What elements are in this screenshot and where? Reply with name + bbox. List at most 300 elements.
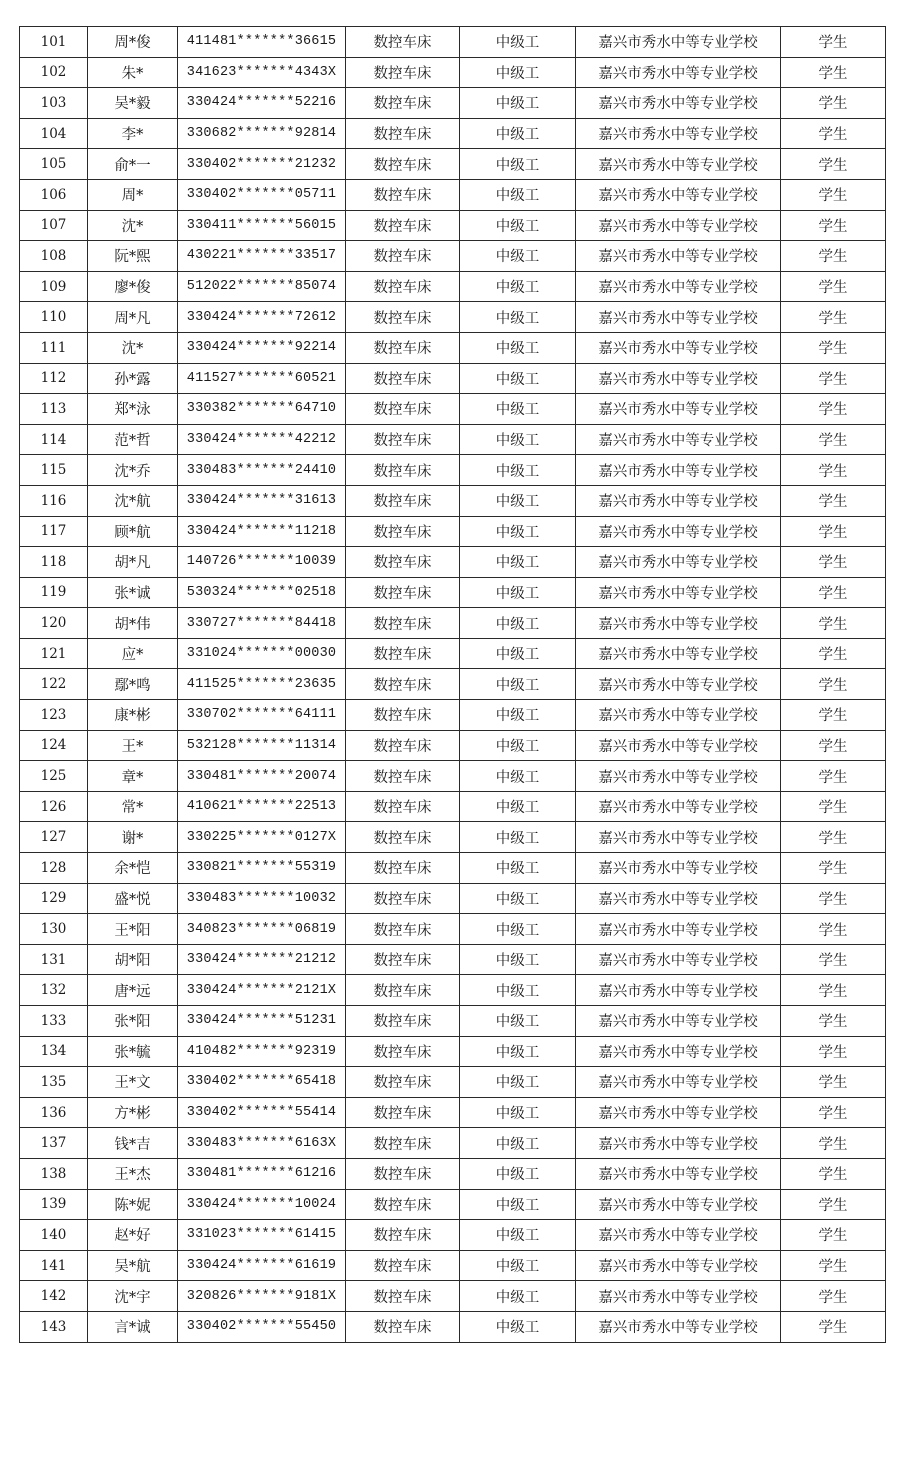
cell-person-category: 学生: [781, 608, 886, 639]
cell-institution: 嘉兴市秀水中等专业学校: [576, 1067, 781, 1098]
table-row: [20, 1067, 886, 1098]
cell-row-number: 117: [20, 516, 88, 547]
cell-profession: 数控车床: [346, 853, 460, 884]
cell-profession: 数控车床: [346, 455, 460, 486]
cell-profession: 数控车床: [346, 914, 460, 945]
cell-institution: 嘉兴市秀水中等专业学校: [576, 241, 781, 272]
cell-id-number: 340823*******06819: [178, 914, 346, 945]
cell-row-number: 133: [20, 1006, 88, 1037]
cell-skill-level: 中级工: [460, 1036, 576, 1067]
cell-id-number: 330424*******51231: [178, 1006, 346, 1037]
table-row: [20, 332, 886, 363]
cell-row-number: 142: [20, 1281, 88, 1312]
cell-skill-level: 中级工: [460, 883, 576, 914]
cell-institution: 嘉兴市秀水中等专业学校: [576, 883, 781, 914]
cell-person-name: 吴*毅: [88, 88, 178, 119]
cell-institution: 嘉兴市秀水中等专业学校: [576, 455, 781, 486]
cell-profession: 数控车床: [346, 547, 460, 578]
cell-row-number: 130: [20, 914, 88, 945]
table-row: [20, 730, 886, 761]
table-row: [20, 1097, 886, 1128]
cell-person-category: 学生: [781, 730, 886, 761]
cell-skill-level: 中级工: [460, 547, 576, 578]
cell-id-number: 330402*******21232: [178, 149, 346, 180]
cell-id-number: 330483*******10032: [178, 883, 346, 914]
table-row: [20, 516, 886, 547]
cell-profession: 数控车床: [346, 1250, 460, 1281]
cell-id-number: 330424*******52216: [178, 88, 346, 119]
cell-profession: 数控车床: [346, 944, 460, 975]
cell-id-number: 330424*******61619: [178, 1250, 346, 1281]
cell-id-number: 330382*******64710: [178, 394, 346, 425]
cell-profession: 数控车床: [346, 88, 460, 119]
cell-profession: 数控车床: [346, 241, 460, 272]
cell-id-number: 330424*******11218: [178, 516, 346, 547]
table-row: [20, 271, 886, 302]
cell-profession: 数控车床: [346, 179, 460, 210]
cell-skill-level: 中级工: [460, 730, 576, 761]
cell-person-name: 鄢*鸣: [88, 669, 178, 700]
cell-profession: 数控车床: [346, 638, 460, 669]
cell-skill-level: 中级工: [460, 394, 576, 425]
cell-person-category: 学生: [781, 1128, 886, 1159]
cell-person-category: 学生: [781, 1250, 886, 1281]
cell-row-number: 131: [20, 944, 88, 975]
cell-person-name: 谢*: [88, 822, 178, 853]
cell-person-name: 陈*妮: [88, 1189, 178, 1220]
cell-profession: 数控车床: [346, 1189, 460, 1220]
cell-person-name: 章*: [88, 761, 178, 792]
cell-person-category: 学生: [781, 853, 886, 884]
table-row: [20, 577, 886, 608]
cell-person-name: 方*彬: [88, 1097, 178, 1128]
cell-row-number: 110: [20, 302, 88, 333]
cell-id-number: 411481*******36615: [178, 27, 346, 58]
cell-skill-level: 中级工: [460, 1006, 576, 1037]
cell-skill-level: 中级工: [460, 179, 576, 210]
cell-skill-level: 中级工: [460, 638, 576, 669]
cell-person-name: 沈*宇: [88, 1281, 178, 1312]
cell-profession: 数控车床: [346, 822, 460, 853]
cell-id-number: 330402*******05711: [178, 179, 346, 210]
cell-row-number: 132: [20, 975, 88, 1006]
cell-person-category: 学生: [781, 88, 886, 119]
table-row: [20, 547, 886, 578]
cell-institution: 嘉兴市秀水中等专业学校: [576, 88, 781, 119]
cell-person-category: 学生: [781, 1067, 886, 1098]
cell-institution: 嘉兴市秀水中等专业学校: [576, 302, 781, 333]
cell-person-category: 学生: [781, 271, 886, 302]
cell-person-category: 学生: [781, 363, 886, 394]
table-row: [20, 363, 886, 394]
cell-row-number: 118: [20, 547, 88, 578]
cell-id-number: 330402*******65418: [178, 1067, 346, 1098]
cell-row-number: 141: [20, 1250, 88, 1281]
cell-person-category: 学生: [781, 394, 886, 425]
cell-id-number: 320826*******9181X: [178, 1281, 346, 1312]
cell-id-number: 341623*******4343X: [178, 57, 346, 88]
cell-profession: 数控车床: [346, 118, 460, 149]
roster-table: [19, 26, 886, 1343]
cell-row-number: 108: [20, 241, 88, 272]
cell-person-name: 胡*阳: [88, 944, 178, 975]
cell-skill-level: 中级工: [460, 1311, 576, 1342]
cell-profession: 数控车床: [346, 1067, 460, 1098]
cell-institution: 嘉兴市秀水中等专业学校: [576, 791, 781, 822]
cell-person-category: 学生: [781, 791, 886, 822]
cell-institution: 嘉兴市秀水中等专业学校: [576, 1097, 781, 1128]
cell-skill-level: 中级工: [460, 1158, 576, 1189]
cell-profession: 数控车床: [346, 424, 460, 455]
cell-person-name: 俞*一: [88, 149, 178, 180]
cell-institution: 嘉兴市秀水中等专业学校: [576, 1006, 781, 1037]
cell-person-category: 学生: [781, 975, 886, 1006]
cell-skill-level: 中级工: [460, 88, 576, 119]
cell-skill-level: 中级工: [460, 241, 576, 272]
cell-id-number: 410482*******92319: [178, 1036, 346, 1067]
table-row: [20, 57, 886, 88]
cell-person-category: 学生: [781, 179, 886, 210]
cell-profession: 数控车床: [346, 791, 460, 822]
cell-person-name: 范*哲: [88, 424, 178, 455]
cell-skill-level: 中级工: [460, 975, 576, 1006]
cell-person-name: 廖*俊: [88, 271, 178, 302]
cell-skill-level: 中级工: [460, 118, 576, 149]
cell-row-number: 122: [20, 669, 88, 700]
cell-skill-level: 中级工: [460, 791, 576, 822]
cell-person-category: 学生: [781, 241, 886, 272]
cell-institution: 嘉兴市秀水中等专业学校: [576, 1220, 781, 1251]
cell-row-number: 140: [20, 1220, 88, 1251]
cell-institution: 嘉兴市秀水中等专业学校: [576, 577, 781, 608]
cell-row-number: 109: [20, 271, 88, 302]
cell-row-number: 113: [20, 394, 88, 425]
cell-person-name: 王*: [88, 730, 178, 761]
cell-person-name: 沈*乔: [88, 455, 178, 486]
cell-institution: 嘉兴市秀水中等专业学校: [576, 638, 781, 669]
cell-id-number: 330411*******56015: [178, 210, 346, 241]
cell-id-number: 411525*******23635: [178, 669, 346, 700]
cell-profession: 数控车床: [346, 1006, 460, 1037]
cell-skill-level: 中级工: [460, 1220, 576, 1251]
cell-person-category: 学生: [781, 761, 886, 792]
cell-person-name: 应*: [88, 638, 178, 669]
cell-person-name: 周*: [88, 179, 178, 210]
cell-person-category: 学生: [781, 547, 886, 578]
cell-id-number: 330481*******20074: [178, 761, 346, 792]
cell-person-name: 张*毓: [88, 1036, 178, 1067]
cell-institution: 嘉兴市秀水中等专业学校: [576, 394, 781, 425]
cell-id-number: 330481*******61216: [178, 1158, 346, 1189]
cell-id-number: 330402*******55414: [178, 1097, 346, 1128]
cell-skill-level: 中级工: [460, 914, 576, 945]
cell-person-category: 学生: [781, 1281, 886, 1312]
cell-institution: 嘉兴市秀水中等专业学校: [576, 1189, 781, 1220]
cell-institution: 嘉兴市秀水中等专业学校: [576, 179, 781, 210]
cell-institution: 嘉兴市秀水中等专业学校: [576, 27, 781, 58]
cell-id-number: 330424*******72612: [178, 302, 346, 333]
table-row: [20, 302, 886, 333]
cell-profession: 数控车床: [346, 1036, 460, 1067]
cell-skill-level: 中级工: [460, 455, 576, 486]
cell-institution: 嘉兴市秀水中等专业学校: [576, 608, 781, 639]
cell-profession: 数控车床: [346, 1311, 460, 1342]
cell-id-number: 330483*******24410: [178, 455, 346, 486]
cell-skill-level: 中级工: [460, 271, 576, 302]
cell-profession: 数控车床: [346, 149, 460, 180]
cell-profession: 数控车床: [346, 577, 460, 608]
cell-institution: 嘉兴市秀水中等专业学校: [576, 700, 781, 731]
table-row: [20, 883, 886, 914]
cell-profession: 数控车床: [346, 516, 460, 547]
cell-person-name: 钱*吉: [88, 1128, 178, 1159]
cell-institution: 嘉兴市秀水中等专业学校: [576, 149, 781, 180]
cell-skill-level: 中级工: [460, 761, 576, 792]
cell-institution: 嘉兴市秀水中等专业学校: [576, 57, 781, 88]
table-row: [20, 485, 886, 516]
table-row: [20, 424, 886, 455]
table-row: [20, 1281, 886, 1312]
cell-row-number: 126: [20, 791, 88, 822]
cell-institution: 嘉兴市秀水中等专业学校: [576, 271, 781, 302]
cell-id-number: 330225*******0127X: [178, 822, 346, 853]
table-row: [20, 1250, 886, 1281]
table-row: [20, 1158, 886, 1189]
cell-person-category: 学生: [781, 118, 886, 149]
cell-row-number: 101: [20, 27, 88, 58]
table-row: [20, 179, 886, 210]
cell-row-number: 139: [20, 1189, 88, 1220]
cell-row-number: 124: [20, 730, 88, 761]
cell-profession: 数控车床: [346, 730, 460, 761]
cell-person-name: 吴*航: [88, 1250, 178, 1281]
cell-id-number: 330727*******84418: [178, 608, 346, 639]
cell-person-category: 学生: [781, 1006, 886, 1037]
cell-skill-level: 中级工: [460, 822, 576, 853]
cell-id-number: 330402*******55450: [178, 1311, 346, 1342]
cell-profession: 数控车床: [346, 27, 460, 58]
table-row: [20, 149, 886, 180]
cell-id-number: 330424*******21212: [178, 944, 346, 975]
cell-id-number: 330821*******55319: [178, 853, 346, 884]
table-row: [20, 27, 886, 58]
cell-person-category: 学生: [781, 1036, 886, 1067]
cell-row-number: 103: [20, 88, 88, 119]
cell-person-name: 常*: [88, 791, 178, 822]
table-row: [20, 700, 886, 731]
cell-person-category: 学生: [781, 822, 886, 853]
table-row: [20, 455, 886, 486]
cell-id-number: 411527*******60521: [178, 363, 346, 394]
cell-skill-level: 中级工: [460, 332, 576, 363]
table-row: [20, 944, 886, 975]
cell-row-number: 138: [20, 1158, 88, 1189]
cell-person-name: 唐*远: [88, 975, 178, 1006]
cell-id-number: 330682*******92814: [178, 118, 346, 149]
cell-institution: 嘉兴市秀水中等专业学校: [576, 914, 781, 945]
cell-skill-level: 中级工: [460, 149, 576, 180]
cell-skill-level: 中级工: [460, 27, 576, 58]
cell-skill-level: 中级工: [460, 1097, 576, 1128]
cell-skill-level: 中级工: [460, 516, 576, 547]
cell-skill-level: 中级工: [460, 577, 576, 608]
cell-person-name: 郑*泳: [88, 394, 178, 425]
cell-row-number: 128: [20, 853, 88, 884]
cell-person-name: 言*诚: [88, 1311, 178, 1342]
cell-person-category: 学生: [781, 27, 886, 58]
cell-row-number: 136: [20, 1097, 88, 1128]
cell-profession: 数控车床: [346, 608, 460, 639]
cell-person-category: 学生: [781, 57, 886, 88]
cell-skill-level: 中级工: [460, 1128, 576, 1159]
cell-institution: 嘉兴市秀水中等专业学校: [576, 1036, 781, 1067]
table-row: [20, 88, 886, 119]
cell-institution: 嘉兴市秀水中等专业学校: [576, 485, 781, 516]
cell-person-name: 王*阳: [88, 914, 178, 945]
table-row: [20, 791, 886, 822]
cell-profession: 数控车床: [346, 271, 460, 302]
cell-profession: 数控车床: [346, 975, 460, 1006]
cell-person-name: 赵*好: [88, 1220, 178, 1251]
cell-id-number: 512022*******85074: [178, 271, 346, 302]
cell-id-number: 330424*******42212: [178, 424, 346, 455]
document-page: [19, 26, 885, 1343]
cell-person-category: 学生: [781, 149, 886, 180]
table-row: [20, 669, 886, 700]
cell-profession: 数控车床: [346, 700, 460, 731]
cell-row-number: 102: [20, 57, 88, 88]
cell-person-name: 张*阳: [88, 1006, 178, 1037]
table-row: [20, 210, 886, 241]
cell-person-category: 学生: [781, 455, 886, 486]
table-row: [20, 118, 886, 149]
cell-skill-level: 中级工: [460, 1067, 576, 1098]
cell-row-number: 106: [20, 179, 88, 210]
table-row: [20, 1189, 886, 1220]
cell-person-name: 周*俊: [88, 27, 178, 58]
cell-institution: 嘉兴市秀水中等专业学校: [576, 822, 781, 853]
cell-profession: 数控车床: [346, 210, 460, 241]
cell-row-number: 127: [20, 822, 88, 853]
table-row: [20, 638, 886, 669]
cell-skill-level: 中级工: [460, 1189, 576, 1220]
cell-id-number: 331024*******00030: [178, 638, 346, 669]
cell-profession: 数控车床: [346, 1158, 460, 1189]
cell-profession: 数控车床: [346, 669, 460, 700]
cell-institution: 嘉兴市秀水中等专业学校: [576, 975, 781, 1006]
cell-id-number: 330424*******31613: [178, 485, 346, 516]
cell-skill-level: 中级工: [460, 210, 576, 241]
cell-person-name: 沈*: [88, 210, 178, 241]
cell-person-name: 朱*: [88, 57, 178, 88]
cell-row-number: 112: [20, 363, 88, 394]
table-row: [20, 1128, 886, 1159]
table-row: [20, 853, 886, 884]
cell-row-number: 116: [20, 485, 88, 516]
cell-institution: 嘉兴市秀水中等专业学校: [576, 1158, 781, 1189]
cell-person-category: 学生: [781, 638, 886, 669]
cell-institution: 嘉兴市秀水中等专业学校: [576, 547, 781, 578]
cell-row-number: 107: [20, 210, 88, 241]
cell-profession: 数控车床: [346, 1281, 460, 1312]
table-row: [20, 975, 886, 1006]
cell-profession: 数控车床: [346, 761, 460, 792]
table-row: [20, 1006, 886, 1037]
cell-row-number: 115: [20, 455, 88, 486]
cell-profession: 数控车床: [346, 332, 460, 363]
table-row: [20, 914, 886, 945]
cell-person-category: 学生: [781, 1311, 886, 1342]
table-row: [20, 1220, 886, 1251]
cell-id-number: 410621*******22513: [178, 791, 346, 822]
cell-person-name: 张*诚: [88, 577, 178, 608]
cell-person-name: 周*凡: [88, 302, 178, 333]
cell-skill-level: 中级工: [460, 363, 576, 394]
cell-profession: 数控车床: [346, 1097, 460, 1128]
cell-person-name: 孙*露: [88, 363, 178, 394]
cell-skill-level: 中级工: [460, 669, 576, 700]
cell-institution: 嘉兴市秀水中等专业学校: [576, 669, 781, 700]
cell-person-category: 学生: [781, 1158, 886, 1189]
cell-profession: 数控车床: [346, 485, 460, 516]
cell-person-category: 学生: [781, 577, 886, 608]
cell-person-category: 学生: [781, 1189, 886, 1220]
cell-row-number: 125: [20, 761, 88, 792]
cell-person-name: 康*彬: [88, 700, 178, 731]
cell-row-number: 111: [20, 332, 88, 363]
cell-row-number: 129: [20, 883, 88, 914]
cell-institution: 嘉兴市秀水中等专业学校: [576, 210, 781, 241]
cell-id-number: 330483*******6163X: [178, 1128, 346, 1159]
cell-person-name: 李*: [88, 118, 178, 149]
cell-person-name: 沈*航: [88, 485, 178, 516]
cell-id-number: 430221*******33517: [178, 241, 346, 272]
table-row: [20, 608, 886, 639]
roster-table-body: [20, 27, 886, 1343]
cell-id-number: 330424*******92214: [178, 332, 346, 363]
cell-person-category: 学生: [781, 424, 886, 455]
cell-person-category: 学生: [781, 302, 886, 333]
cell-skill-level: 中级工: [460, 1250, 576, 1281]
cell-person-name: 沈*: [88, 332, 178, 363]
table-row: [20, 1311, 886, 1342]
cell-person-category: 学生: [781, 914, 886, 945]
cell-profession: 数控车床: [346, 394, 460, 425]
cell-row-number: 134: [20, 1036, 88, 1067]
cell-institution: 嘉兴市秀水中等专业学校: [576, 944, 781, 975]
cell-institution: 嘉兴市秀水中等专业学校: [576, 761, 781, 792]
cell-institution: 嘉兴市秀水中等专业学校: [576, 1281, 781, 1312]
cell-person-category: 学生: [781, 883, 886, 914]
cell-institution: 嘉兴市秀水中等专业学校: [576, 118, 781, 149]
cell-person-name: 王*文: [88, 1067, 178, 1098]
cell-institution: 嘉兴市秀水中等专业学校: [576, 332, 781, 363]
cell-institution: 嘉兴市秀水中等专业学校: [576, 424, 781, 455]
table-row: [20, 394, 886, 425]
cell-person-category: 学生: [781, 516, 886, 547]
cell-person-name: 阮*熙: [88, 241, 178, 272]
cell-id-number: 140726*******10039: [178, 547, 346, 578]
cell-id-number: 530324*******02518: [178, 577, 346, 608]
cell-skill-level: 中级工: [460, 485, 576, 516]
cell-row-number: 120: [20, 608, 88, 639]
cell-profession: 数控车床: [346, 363, 460, 394]
cell-person-category: 学生: [781, 1097, 886, 1128]
cell-person-name: 盛*悦: [88, 883, 178, 914]
cell-institution: 嘉兴市秀水中等专业学校: [576, 1128, 781, 1159]
table-row: [20, 1036, 886, 1067]
cell-person-name: 胡*伟: [88, 608, 178, 639]
